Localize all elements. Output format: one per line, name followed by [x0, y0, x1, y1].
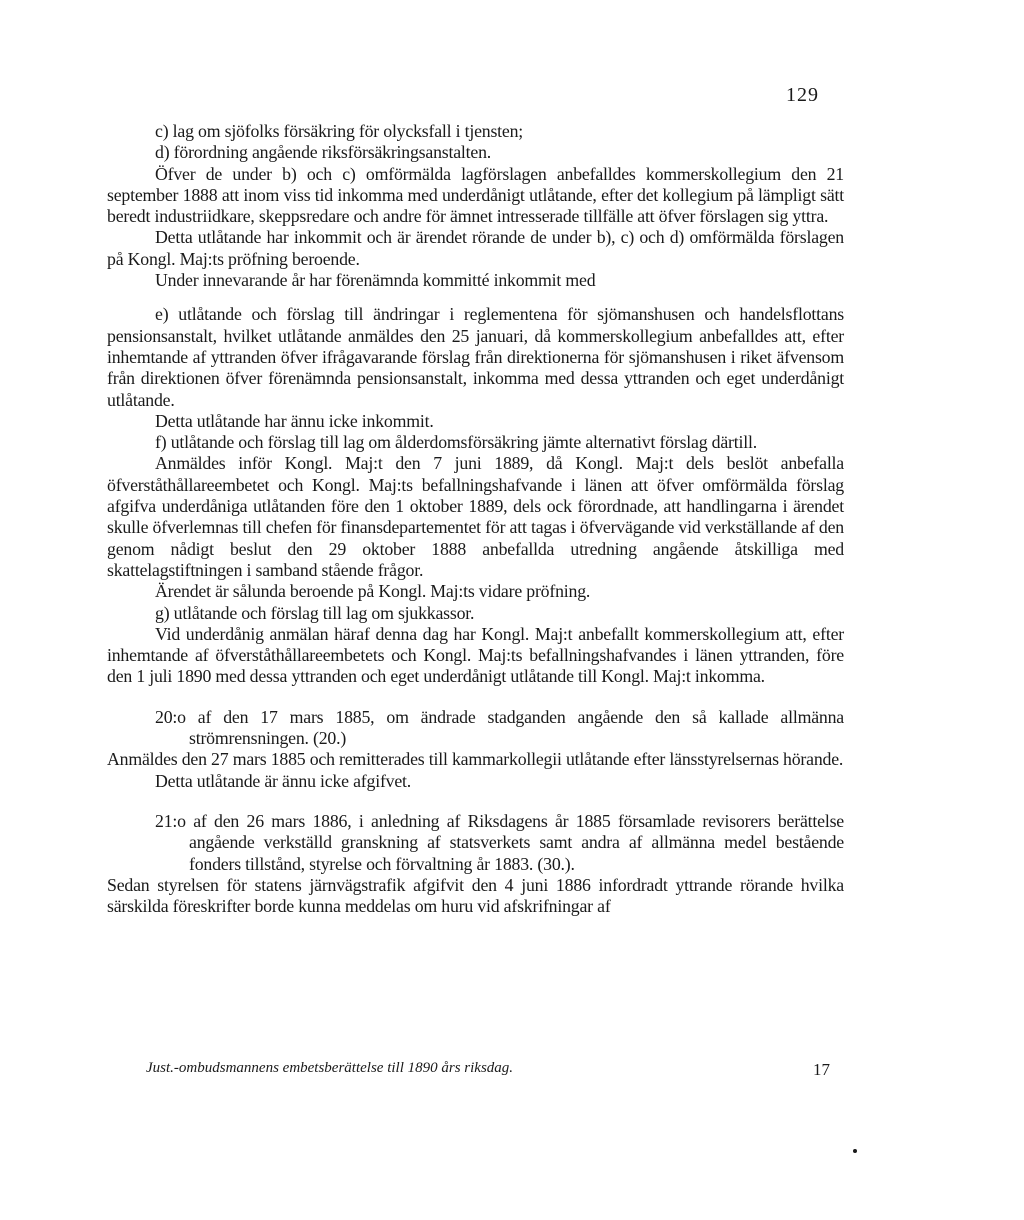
paragraph-f: f) utlåtande och förslag till lag om ålderdomsförsäkring jämte alternativt förslag därtill. — [155, 432, 757, 453]
paragraph-21: 21:o af den 26 mars 1886, i anledning af Riksdagens år 1885 församlade revisorers berättelse angående verkställd granskning af statsverkets samt andra af allmänna medel bestående fonders tillstånd, styrelse och förvaltning år 1883. (30.). — [155, 810, 844, 874]
paragraph-g: g) utlåtande och förslag till lag om sjukkassor. — [155, 602, 475, 623]
paragraph-f-details: Anmäldes inför Kongl. Maj:t den 7 juni 1889, då Kongl. Maj:t dels beslöt anbefalla öfverståthållareembetet och Kongl. Maj:ts befallningshafvande i länen att öfver omförmälda förslag afgifva underdåniga utlåtanden före den 1 oktober 1889, dels ock förordnade, att handlingarna i ärendet skulle öfverlemnas till chefen för finansdepartementet för att tagas i öfvervägande vid verkställande af den genom nådigt beslut den 29 oktober 1888 anbefallda utredning angående åtskilliga med skattelagstiftningen i samband stående frågor. — [107, 453, 844, 580]
paragraph-b-c-intro: Öfver de under b) och c) omförmälda lagförslagen anbefalldes kommerskollegium den 21 september 1888 att inom viss tid inkomma med underdånigt utlåtande, efter det kollegium på lämpligt sätt beredt industriidkare, skeppsredare och andre för ämnet intresserade tillfälle att öfver förslagen sig yttra. — [107, 163, 844, 227]
page-footer — [146, 1060, 830, 1080]
paragraph-21-details: Sedan styrelsen för statens järnvägstrafik afgifvit den 4 juni 1886 infordradt yttrande rörande hvilka särskilda föreskrifter borde kunna meddelas om huru vid afskrifningar af — [107, 874, 844, 917]
paragraph-c: c) lag om sjöfolks försäkring för olycksfall i tjensten; — [155, 121, 524, 141]
paragraph-g-details: Vid underdånig anmälan häraf denna dag har Kongl. Maj:t anbefallt kommerskollegium att, efter inhemtande af öfverståthållareembetets och Kongl. Maj:ts befallningshafvandes i länen yttranden, före den 1 juli 1890 med dessa yttranden och eget underdånigt utlåtande till Kongl. Maj:t inkomma. — [107, 623, 844, 687]
paragraph-f-status: Ärendet är sålunda beroende på Kongl. Maj:ts vidare pröfning. — [155, 581, 591, 602]
footer-title: Just.-ombudsmannens embetsberättelse till 1890 års riksdag. — [146, 1060, 514, 1076]
body-text — [107, 121, 844, 917]
paragraph-e-status: Detta utlåtande har ännu icke inkommit. — [155, 410, 434, 431]
footer-signature: 17 — [813, 1060, 830, 1079]
paragraph-d: d) förordning angående riksförsäkringsanstalten. — [155, 142, 492, 163]
paragraph-b-c-d-status: Detta utlåtande har inkommit och är ärendet rörande de under b), c) och d) omförmälda förslagen på Kongl. Maj:ts pröfning beroende. — [107, 227, 844, 269]
page-number: 129 — [786, 84, 819, 106]
paragraph-20: 20:o af den 17 mars 1885, om ändrade stadganden angående den så kallade allmänna strömrensningen. (20.) — [155, 706, 844, 749]
paragraph-e: e) utlåtande och förslag till ändringar i reglementena för sjömanshusen och handelsflottans pensionsanstalt, hvilket utlåtande anmäldes den 25 januari, då kommerskollegium anbefalldes att, efter inhemtande af yttranden öfver ifrågavarande förslag från direktionerna för sjömanshusen i riket äfvensom från direktionen öfver förenämnda pensionsanstalt, inkomma med dessa yttranden och eget underdånigt utlåtande. — [107, 304, 844, 410]
paragraph-committee-intro: Under innevarande år har förenämnda kommitté inkommit med — [155, 270, 596, 291]
paragraph-20-status: Detta utlåtande är ännu icke afgifvet. — [155, 770, 412, 791]
paragraph-20-details: Anmäldes den 27 mars 1885 och remitterades till kammarkollegii utlåtande efter länsstyrelsernas hörande. — [107, 749, 844, 770]
ink-speck — [853, 1149, 857, 1153]
